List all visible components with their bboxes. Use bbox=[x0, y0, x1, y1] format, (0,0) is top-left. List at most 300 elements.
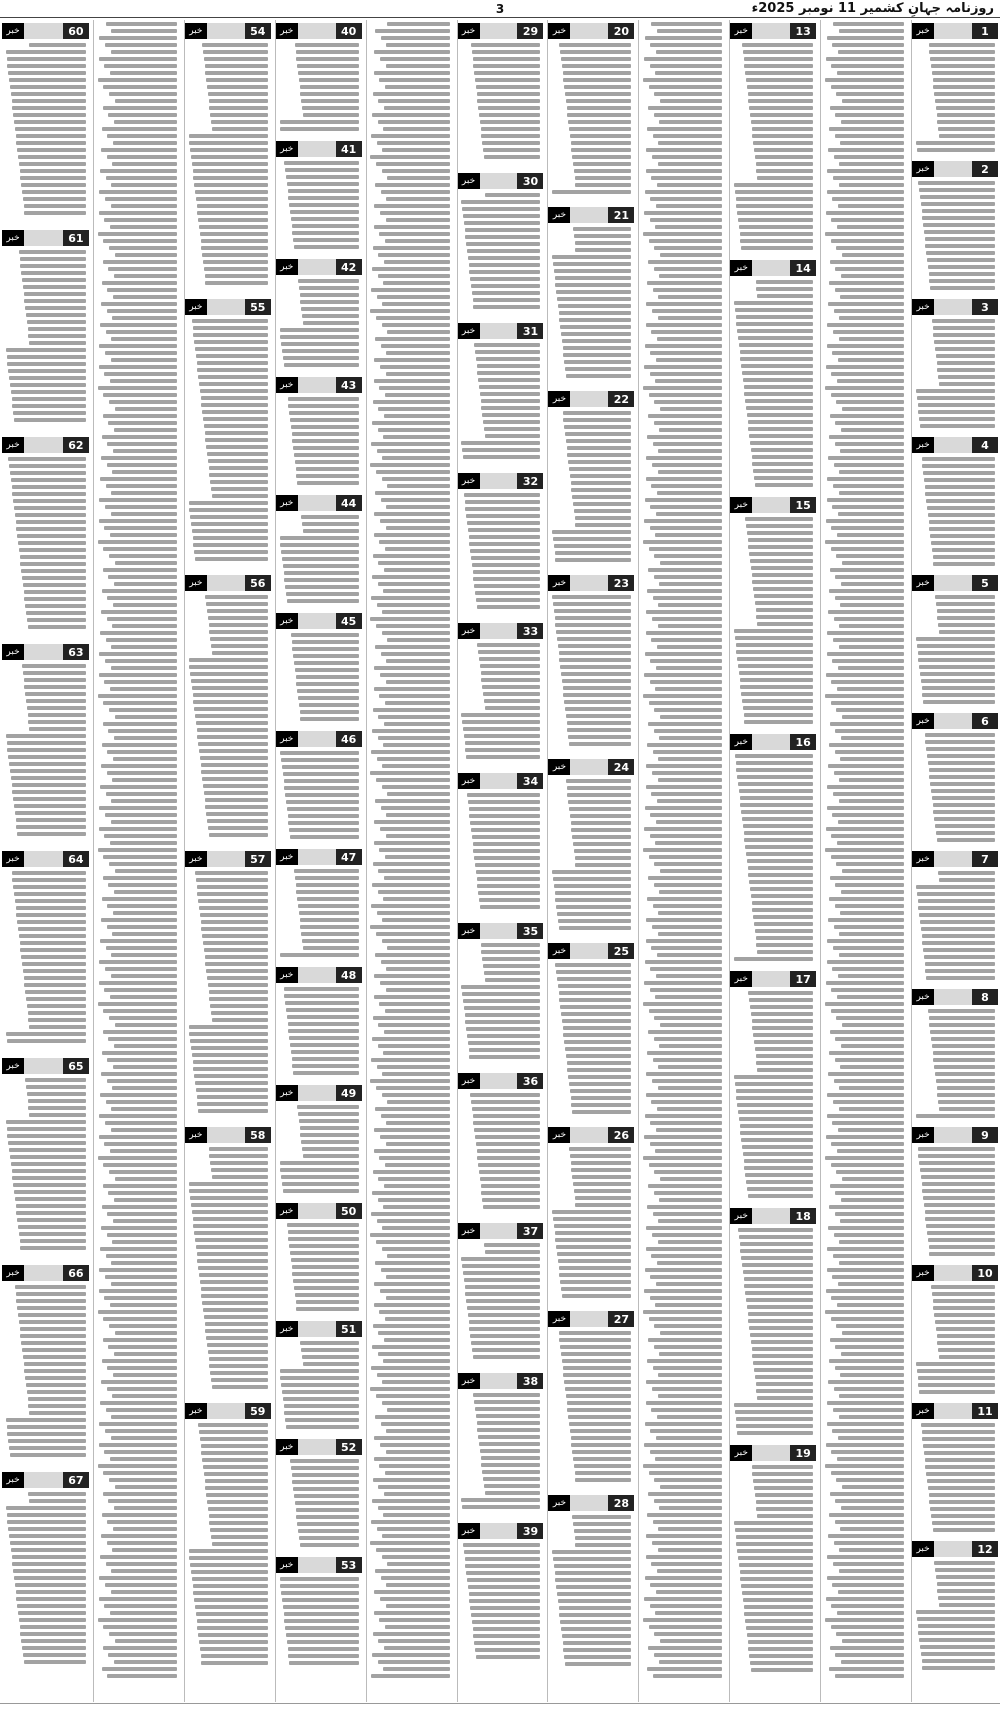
text-line bbox=[283, 564, 359, 568]
text-line bbox=[378, 1198, 450, 1202]
header-shade bbox=[570, 207, 608, 223]
text-line bbox=[469, 1048, 541, 1052]
text-line bbox=[929, 1252, 995, 1256]
text-line bbox=[756, 1500, 814, 1504]
text-line bbox=[286, 1008, 359, 1012]
text-line bbox=[937, 113, 995, 117]
text-line bbox=[477, 605, 541, 609]
text-line bbox=[736, 1542, 813, 1546]
text-line bbox=[296, 682, 358, 686]
text-line bbox=[921, 1652, 995, 1656]
news-item bbox=[548, 1308, 634, 1488]
text-line bbox=[375, 183, 449, 187]
text-line bbox=[743, 50, 813, 54]
text-line bbox=[200, 756, 268, 760]
item-tag: خبر bbox=[912, 1265, 934, 1281]
text-line bbox=[196, 721, 268, 725]
text-line bbox=[473, 849, 540, 853]
text-line bbox=[103, 1492, 177, 1496]
text-line bbox=[386, 967, 449, 971]
text-line bbox=[829, 1359, 904, 1363]
text-line bbox=[383, 1205, 449, 1209]
text-line bbox=[103, 1163, 177, 1167]
text-line bbox=[115, 407, 177, 411]
text-line bbox=[563, 693, 631, 697]
article-text bbox=[2, 662, 89, 838]
text-line bbox=[839, 491, 905, 495]
text-line bbox=[111, 1436, 177, 1440]
text-line bbox=[473, 1393, 540, 1397]
text-line bbox=[24, 1362, 86, 1366]
text-line bbox=[841, 890, 904, 894]
text-line bbox=[751, 1668, 813, 1672]
text-line bbox=[464, 1550, 541, 1554]
item-number: 39 bbox=[517, 1523, 543, 1539]
text-line bbox=[646, 918, 722, 922]
text-line bbox=[384, 722, 450, 726]
text-line bbox=[830, 414, 904, 418]
text-line bbox=[13, 1183, 86, 1187]
text-line bbox=[565, 1047, 631, 1051]
text-line bbox=[748, 1647, 813, 1651]
text-line bbox=[210, 113, 268, 117]
header-shade bbox=[752, 1208, 790, 1224]
text-line bbox=[295, 1293, 359, 1297]
text-line bbox=[387, 330, 449, 334]
item-header-bar bbox=[458, 623, 544, 639]
text-line bbox=[373, 246, 450, 250]
text-line bbox=[108, 883, 177, 887]
text-line bbox=[658, 624, 723, 628]
text-line bbox=[552, 255, 631, 259]
text-line bbox=[105, 1429, 177, 1433]
text-line bbox=[646, 1072, 722, 1076]
text-line bbox=[193, 1224, 267, 1228]
text-line bbox=[752, 1472, 813, 1476]
text-line bbox=[385, 1317, 450, 1321]
text-line bbox=[740, 1570, 814, 1574]
text-line bbox=[98, 78, 177, 82]
text-line bbox=[562, 64, 632, 68]
text-line bbox=[744, 720, 813, 724]
text-line bbox=[738, 336, 813, 340]
text-line bbox=[375, 1261, 449, 1265]
text-line bbox=[572, 1450, 631, 1454]
text-line bbox=[205, 1329, 267, 1333]
text-line bbox=[287, 807, 359, 811]
text-line bbox=[385, 1471, 450, 1475]
text-line bbox=[14, 1190, 86, 1194]
text-line bbox=[657, 953, 723, 957]
text-line bbox=[476, 1142, 541, 1146]
text-line bbox=[12, 404, 86, 408]
text-line bbox=[201, 927, 267, 931]
text-line bbox=[749, 1654, 813, 1658]
article-text bbox=[730, 989, 816, 1200]
text-line bbox=[103, 722, 177, 726]
text-line bbox=[282, 1182, 359, 1186]
text-line bbox=[745, 1291, 813, 1295]
text-line bbox=[831, 701, 905, 705]
text-line bbox=[299, 911, 359, 915]
item-header-bar bbox=[912, 851, 998, 867]
text-line bbox=[927, 1479, 995, 1483]
item-tag: خبر bbox=[276, 1321, 298, 1337]
text-line bbox=[480, 664, 541, 668]
text-line bbox=[109, 1324, 177, 1328]
text-line bbox=[211, 1168, 268, 1172]
article-text bbox=[2, 1076, 89, 1252]
header-shade bbox=[752, 260, 790, 276]
text-line bbox=[743, 1270, 813, 1274]
text-line bbox=[831, 1317, 905, 1321]
text-line bbox=[106, 330, 177, 334]
text-line bbox=[553, 537, 631, 541]
text-line bbox=[370, 155, 449, 159]
text-line bbox=[927, 1231, 995, 1235]
text-line bbox=[655, 379, 722, 383]
text-line bbox=[204, 791, 268, 795]
text-line bbox=[14, 418, 86, 422]
text-line bbox=[485, 978, 541, 982]
text-line bbox=[378, 99, 449, 103]
text-line bbox=[751, 1012, 813, 1016]
text-line bbox=[646, 610, 722, 614]
text-line bbox=[835, 729, 904, 733]
text-line bbox=[280, 120, 359, 124]
text-line bbox=[280, 1577, 359, 1581]
text-line bbox=[653, 134, 723, 138]
text-line bbox=[743, 378, 813, 382]
text-line bbox=[374, 512, 449, 516]
text-line bbox=[476, 357, 541, 361]
text-line bbox=[749, 1326, 813, 1330]
text-line bbox=[645, 36, 723, 40]
text-line bbox=[286, 1425, 359, 1429]
text-line bbox=[922, 1182, 996, 1186]
text-line bbox=[103, 1030, 177, 1034]
text-line bbox=[106, 1254, 177, 1258]
text-line bbox=[101, 918, 177, 922]
item-tag: خبر bbox=[276, 967, 298, 983]
text-line bbox=[939, 630, 995, 634]
text-line bbox=[285, 1626, 359, 1630]
text-line bbox=[744, 1159, 814, 1163]
text-line bbox=[648, 1184, 722, 1188]
text-line bbox=[739, 671, 813, 675]
text-line bbox=[571, 148, 631, 152]
text-line bbox=[288, 814, 359, 818]
item-header-bar bbox=[912, 575, 998, 591]
text-line bbox=[484, 1484, 541, 1488]
text-line bbox=[744, 392, 813, 396]
text-line bbox=[13, 411, 86, 415]
text-line bbox=[387, 1254, 449, 1258]
item-tag: خبر bbox=[548, 575, 570, 591]
text-line bbox=[380, 1597, 450, 1601]
text-line bbox=[195, 190, 268, 194]
text-line bbox=[15, 127, 86, 131]
text-line bbox=[28, 1106, 85, 1110]
text-line bbox=[921, 679, 995, 683]
item-tag: خبر bbox=[458, 773, 480, 789]
text-line bbox=[377, 757, 450, 761]
text-line bbox=[189, 1556, 267, 1560]
text-line bbox=[461, 441, 540, 445]
text-line bbox=[651, 1254, 722, 1258]
text-line bbox=[105, 1275, 177, 1279]
header-shade bbox=[298, 849, 336, 865]
text-line bbox=[24, 678, 86, 682]
text-line bbox=[209, 473, 267, 477]
text-line bbox=[379, 232, 449, 236]
text-line bbox=[107, 155, 177, 159]
text-line bbox=[836, 1324, 904, 1328]
text-line bbox=[203, 417, 268, 421]
text-line bbox=[934, 1065, 995, 1069]
text-line bbox=[473, 1121, 540, 1125]
text-line bbox=[465, 1292, 540, 1296]
text-line bbox=[204, 1472, 268, 1476]
text-line bbox=[462, 992, 540, 996]
text-line bbox=[467, 1034, 541, 1038]
text-line bbox=[483, 420, 541, 424]
text-line bbox=[928, 1238, 995, 1242]
text-line bbox=[382, 1226, 449, 1230]
text-line bbox=[11, 776, 86, 780]
text-line bbox=[573, 1522, 631, 1526]
text-line bbox=[753, 587, 813, 591]
text-line bbox=[208, 616, 268, 620]
item-number: 12 bbox=[972, 1541, 998, 1557]
text-line bbox=[371, 1674, 449, 1678]
text-line bbox=[111, 204, 177, 208]
text-line bbox=[26, 699, 86, 703]
header-shade bbox=[480, 1373, 518, 1389]
article-text bbox=[730, 752, 816, 963]
text-line bbox=[555, 616, 632, 620]
text-line bbox=[212, 651, 268, 655]
text-line bbox=[754, 1486, 813, 1490]
text-line bbox=[111, 1282, 177, 1286]
text-line bbox=[290, 210, 359, 214]
header-shade bbox=[934, 713, 972, 729]
text-line bbox=[483, 148, 541, 152]
text-line bbox=[739, 1563, 813, 1567]
text-line bbox=[557, 912, 631, 916]
text-line bbox=[653, 442, 723, 446]
news-item bbox=[458, 770, 544, 916]
text-line bbox=[468, 1041, 541, 1045]
text-line bbox=[660, 869, 722, 873]
text-line bbox=[826, 981, 904, 985]
text-line bbox=[100, 785, 177, 789]
text-line bbox=[23, 583, 86, 587]
text-line bbox=[466, 1299, 540, 1303]
text-line bbox=[103, 1471, 177, 1475]
text-line bbox=[374, 204, 449, 208]
text-line bbox=[205, 274, 268, 278]
text-line bbox=[756, 1507, 813, 1511]
text-line bbox=[113, 1065, 177, 1069]
text-line bbox=[831, 834, 904, 838]
item-tag: خبر bbox=[2, 230, 24, 246]
text-line bbox=[917, 148, 995, 152]
text-line bbox=[103, 414, 177, 418]
header-shade bbox=[298, 141, 336, 157]
text-line bbox=[654, 113, 723, 117]
text-line bbox=[210, 1161, 268, 1165]
text-line bbox=[111, 1569, 177, 1573]
item-tag: خبر bbox=[548, 23, 570, 39]
text-line bbox=[473, 1355, 541, 1359]
text-line bbox=[654, 1632, 722, 1636]
text-line bbox=[644, 1597, 722, 1601]
text-line bbox=[563, 418, 631, 422]
text-line bbox=[111, 1590, 177, 1594]
text-line bbox=[744, 385, 814, 389]
text-line bbox=[922, 1437, 995, 1441]
text-line bbox=[937, 609, 995, 613]
item-header-bar bbox=[730, 23, 816, 39]
text-line bbox=[195, 347, 268, 351]
text-line bbox=[99, 960, 177, 964]
text-line bbox=[650, 526, 723, 530]
text-line bbox=[748, 427, 813, 431]
text-line bbox=[555, 1231, 632, 1235]
article-text bbox=[548, 593, 634, 748]
text-line bbox=[379, 540, 449, 544]
text-line bbox=[377, 1219, 450, 1223]
text-line bbox=[934, 1561, 995, 1565]
text-line bbox=[740, 796, 814, 800]
header-shade bbox=[207, 23, 245, 39]
text-line bbox=[381, 960, 450, 964]
item-number: 9 bbox=[972, 1127, 998, 1143]
news-item bbox=[730, 968, 816, 1201]
text-line bbox=[571, 1103, 631, 1107]
text-line bbox=[300, 85, 359, 89]
text-line bbox=[23, 1653, 86, 1657]
text-line bbox=[646, 939, 723, 943]
item-number: 31 bbox=[517, 323, 543, 339]
text-line bbox=[8, 1141, 86, 1145]
text-line bbox=[926, 1224, 995, 1228]
text-line bbox=[839, 645, 905, 649]
article-text bbox=[276, 395, 362, 487]
text-line bbox=[463, 1271, 541, 1275]
text-line bbox=[644, 1443, 722, 1447]
text-line bbox=[741, 810, 813, 814]
text-line bbox=[643, 1156, 722, 1160]
news-item bbox=[276, 846, 362, 960]
text-line bbox=[919, 1390, 995, 1394]
text-line bbox=[480, 905, 541, 909]
text-line bbox=[280, 328, 359, 332]
text-line bbox=[923, 948, 995, 952]
text-line bbox=[303, 529, 359, 533]
text-line bbox=[835, 267, 904, 271]
text-line bbox=[105, 1583, 177, 1587]
header-shade bbox=[24, 851, 63, 867]
text-line bbox=[829, 897, 904, 901]
text-line bbox=[210, 1004, 268, 1008]
text-line bbox=[659, 1044, 722, 1048]
text-line bbox=[372, 421, 450, 425]
text-line bbox=[481, 1191, 540, 1195]
item-header-bar bbox=[185, 851, 271, 867]
text-line bbox=[386, 64, 450, 68]
text-line bbox=[386, 1450, 450, 1454]
text-line bbox=[568, 735, 631, 739]
text-line bbox=[108, 267, 177, 271]
text-line bbox=[20, 941, 86, 945]
text-line bbox=[25, 306, 86, 310]
text-line bbox=[833, 1562, 904, 1566]
text-line bbox=[13, 499, 86, 503]
text-line bbox=[472, 835, 541, 839]
text-line bbox=[386, 659, 449, 663]
text-line bbox=[21, 183, 86, 187]
text-line bbox=[827, 1247, 904, 1251]
text-line bbox=[567, 1061, 632, 1065]
text-line bbox=[382, 169, 450, 173]
text-line bbox=[828, 1380, 904, 1384]
item-tag: خبر bbox=[730, 1208, 752, 1224]
text-line bbox=[835, 1037, 904, 1041]
text-line bbox=[555, 283, 631, 287]
article-text bbox=[548, 1145, 634, 1300]
text-line bbox=[374, 820, 449, 824]
text-line bbox=[827, 652, 905, 656]
header-shade bbox=[298, 259, 336, 275]
text-line bbox=[840, 1065, 904, 1069]
text-line bbox=[834, 771, 904, 775]
text-line bbox=[934, 92, 995, 96]
text-line bbox=[660, 1485, 722, 1489]
text-line bbox=[835, 1191, 904, 1195]
text-line bbox=[935, 1568, 995, 1572]
header-shade bbox=[480, 773, 518, 789]
text-line bbox=[190, 148, 268, 152]
news-item bbox=[730, 494, 816, 727]
article-text bbox=[458, 1391, 544, 1511]
text-line bbox=[648, 1646, 722, 1650]
text-line bbox=[565, 707, 631, 711]
item-tag: خبر bbox=[912, 851, 934, 867]
text-line bbox=[658, 141, 722, 145]
item-header-bar bbox=[2, 230, 89, 246]
text-line bbox=[387, 1100, 449, 1104]
article-text bbox=[912, 1283, 998, 1396]
text-line bbox=[484, 1243, 541, 1247]
text-line bbox=[303, 946, 359, 950]
news-item bbox=[730, 20, 816, 253]
text-line bbox=[14, 1576, 86, 1580]
text-line bbox=[839, 1548, 904, 1552]
text-line bbox=[474, 343, 540, 347]
text-line bbox=[114, 890, 177, 894]
item-header-bar bbox=[276, 1557, 362, 1573]
text-line bbox=[376, 470, 450, 474]
text-line bbox=[20, 562, 86, 566]
text-line bbox=[202, 410, 268, 414]
text-line bbox=[374, 533, 450, 537]
text-line bbox=[575, 183, 631, 187]
text-line bbox=[657, 645, 723, 649]
text-line bbox=[289, 828, 359, 832]
text-line bbox=[280, 335, 358, 339]
